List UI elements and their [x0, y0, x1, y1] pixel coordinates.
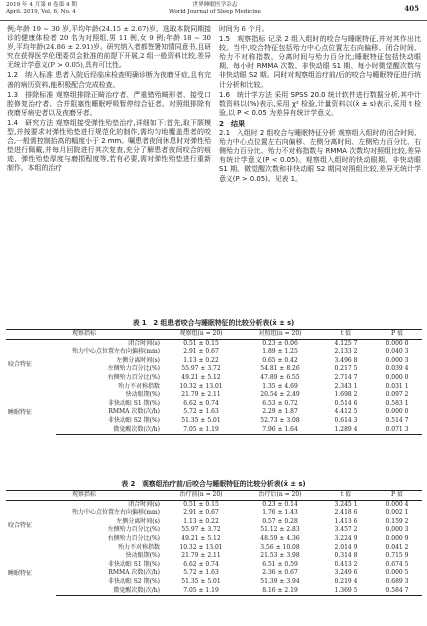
cell: 4.125 7 — [334, 339, 358, 347]
cell: 2.91 ± 0.67 — [183, 509, 219, 517]
row-label: RMMA 次数(次/h) — [108, 569, 160, 577]
cell: 51.12 ± 2.83 — [260, 526, 300, 534]
table-row — [6, 578, 422, 587]
cell: 6.53 ± 0.72 — [262, 399, 298, 407]
row-label: 非快动眼 S2 期(%) — [107, 416, 160, 424]
row-label: 快动眼期(%) — [125, 391, 160, 399]
cell: 21.53 ± 3.98 — [260, 552, 300, 560]
cell: 1.35 ± 4.69 — [262, 382, 298, 390]
table-row — [6, 509, 422, 518]
cell: 55.97 ± 3.72 — [181, 526, 221, 534]
table-row — [6, 552, 422, 561]
cell: 2.133 2 — [334, 348, 358, 356]
cell: 7.05 ± 1.19 — [162, 426, 240, 435]
table-row — [6, 348, 422, 357]
section-text: 采用 SPSS 20.0 统计软件进行数据分析,其中计数资料以(%)表示,采用 χ² 检验,计量资料以(x̄ ± s)表示,采用 t 检验,以 P < 0.05 为差异有统计学意义。 — [219, 90, 421, 117]
cell: 0.689 3 — [385, 577, 409, 585]
cell: 2.014 9 — [334, 543, 358, 551]
table-row — [6, 391, 422, 400]
cell: 0.000 0 — [385, 373, 409, 381]
cell: 0.583 1 — [385, 399, 409, 407]
col-observation: 观察组(n = 20) — [162, 330, 240, 340]
cell: 2.29 ± 1.87 — [262, 408, 298, 416]
col-p: P 值 — [372, 491, 422, 501]
table-row — [6, 383, 422, 392]
row-label: 左侧分离时间(s) — [116, 517, 160, 525]
col-t: t 值 — [320, 491, 372, 501]
section-title: 1.2 纳入标准 — [7, 71, 53, 80]
cell: 48.59 ± 4.36 — [260, 534, 300, 542]
cell: 0.51 ± 0.15 — [183, 339, 219, 347]
cell: 0.031 1 — [385, 382, 409, 390]
cell: 1.89 ± 1.25 — [262, 348, 298, 356]
table1 — [6, 329, 422, 435]
table-row — [6, 400, 422, 409]
cell: 2.343 1 — [334, 382, 358, 390]
cell: 1.289 4 — [320, 426, 372, 435]
cell: 6.62 ± 0.74 — [183, 399, 219, 407]
col-control: 对照组(n = 20) — [240, 330, 320, 340]
section-text: 观察组排除正畸治疗者、严重错殆畸形者、接受口腔修复治疗者、合并阻塞性睡眠呼吸暂停综合征者。对照组排除有夜磨牙病史者以及夜磨牙者。 — [7, 90, 211, 117]
row-label: 闭合时间(s) — [128, 500, 160, 508]
cell: 0.000 0 — [385, 408, 409, 416]
paragraph-continued: 时间为 6 个月。 — [219, 25, 269, 33]
table-row — [6, 500, 422, 509]
section-text: 观察组接受弹性殆垫治疗,详细如下:首先,取下颌模型,并按要求对弹性殆垫进行规范化的制作,需均匀地覆盖患者的咬合,一般需控制抬高的幅度小于 2 mm。嘱患者夜间休息时对弹性殆垫进行佩戴,并每月回院进行其次复查,充分了解患者夜间咬合的痕迹、弹性殆垫厚度与磨损程度等,若有必要,需对弹性殆垫进行重新制作。本组的治疗 — [7, 118, 211, 173]
cell: 2.91 ± 0.67 — [183, 348, 219, 356]
table-row — [6, 535, 422, 544]
table-row — [6, 365, 422, 374]
issue-cn: 2019 年 4 月第 6 卷第 4 期 — [6, 2, 77, 8]
col-before: 治疗前(n = 20) — [162, 491, 240, 501]
table-row — [6, 569, 422, 578]
cell: 0.65 ± 0.42 — [262, 356, 298, 364]
row-label: 殆力不对称指数 — [117, 382, 160, 390]
row-label: 殆力不对称指数 — [117, 543, 160, 551]
cell: 0.000 9 — [385, 534, 409, 542]
table-row — [6, 417, 422, 426]
cell: 1.76 ± 1.43 — [262, 509, 298, 517]
cell: 49.21 ± 5.12 — [181, 373, 221, 381]
cell: 0.514 7 — [385, 416, 409, 424]
row-label: 闭合时间(s) — [128, 339, 160, 347]
cell: 6.62 ± 0.74 — [183, 560, 219, 568]
cell: 10.32 ± 13.01 — [179, 543, 223, 551]
page-number: 405 — [404, 4, 419, 13]
row-label: 殆力中心点位置左右向偏移(mm) — [71, 509, 160, 517]
cell: 0.071 3 — [372, 426, 422, 435]
table-row — [6, 374, 422, 383]
cell: 0.314 8 — [334, 552, 358, 560]
cell: 10.32 ± 13.01 — [179, 382, 223, 390]
cell: 55.97 ± 3.72 — [181, 365, 221, 373]
cell: 1.413 6 — [334, 517, 358, 525]
cell: 20.54 ± 2.49 — [260, 391, 300, 399]
section-2-1 — [219, 129, 421, 184]
cell: 0.039 4 — [385, 365, 409, 373]
row-label: 左侧分离时间(s) — [116, 356, 160, 364]
cell: 1.369 5 — [320, 587, 372, 596]
row-label: 殆力中心点位置左右向偏移(mm) — [71, 348, 160, 356]
cell: 0.674 5 — [385, 560, 409, 568]
col-p: P 值 — [372, 330, 422, 340]
group-label: 咬合特征 — [8, 361, 33, 369]
row-label: 右侧殆力百分比(%) — [107, 534, 160, 542]
cell: 3.496 8 — [334, 356, 358, 364]
section-title: 1.3 排除标准 — [7, 90, 54, 99]
cell: 0.57 ± 0.28 — [262, 517, 298, 525]
col-indicator: 观察指标 — [6, 491, 162, 501]
cell: 0.000 4 — [385, 500, 409, 508]
table-row — [6, 426, 422, 435]
cell: 0.097 2 — [385, 391, 409, 399]
col-after: 治疗后(n = 20) — [240, 491, 320, 501]
cell: 0.614 3 — [334, 416, 358, 424]
cell: 2.36 ± 0.67 — [262, 569, 298, 577]
table-row — [6, 544, 422, 553]
cell: 3.224 9 — [334, 534, 358, 542]
table-row — [6, 408, 422, 417]
cell: 54.81 ± 8.26 — [260, 365, 300, 373]
table-row — [6, 561, 422, 570]
cell: 3.249 6 — [334, 569, 358, 577]
cell: 0.040 3 — [385, 348, 409, 356]
group-label: 睡眠特征 — [8, 569, 33, 577]
table-row — [6, 526, 422, 535]
cell: 0.000 0 — [385, 339, 409, 347]
cell: 4.412 5 — [334, 408, 358, 416]
row-label: RMMA 次数(次/h) — [108, 408, 160, 416]
cell: 6.51 ± 0.59 — [262, 560, 298, 568]
cell: 49.21 ± 5.12 — [181, 534, 221, 542]
section-title: 2.1 入组时 2 组咬合与睡眠特征分析 — [219, 129, 336, 138]
table2 — [6, 490, 422, 596]
section-text: 患者入院后经临床检查明确诊断为夜磨牙症,且有完善的病历资料,能积极配合完成检查。 — [7, 71, 211, 89]
cell: 47.89 ± 6.55 — [260, 373, 300, 381]
table-row — [6, 339, 422, 348]
left-column — [7, 25, 211, 175]
section-1-2 — [7, 71, 211, 89]
section-2-title: 2 结果 — [219, 118, 246, 128]
cell: 3.56 ± 10.08 — [260, 543, 300, 551]
cell: 21.79 ± 2.11 — [181, 552, 221, 560]
right-column — [219, 25, 421, 185]
table-row — [6, 518, 422, 527]
cell: 0.514 6 — [334, 399, 358, 407]
row-label: 左侧殆力百分比(%) — [107, 365, 160, 373]
row-label: 左侧殆力百分比(%) — [107, 526, 160, 534]
cell: 0.23 ± 0.14 — [262, 500, 298, 508]
cell: 0.002 1 — [385, 509, 409, 517]
section-1-6 — [219, 91, 421, 118]
section-title: 1.6 统计学方法 — [219, 90, 273, 99]
cell: 8.16 ± 2.19 — [240, 587, 320, 596]
cell: 0.217 5 — [334, 365, 358, 373]
cell: 52.73 ± 3.08 — [260, 416, 300, 424]
cell: 0.715 9 — [385, 552, 409, 560]
issue-en: April. 2019, Vol. 6, No. 4 — [6, 9, 76, 15]
cell: 2.418 6 — [334, 509, 358, 517]
row-label: 右侧殆力百分比(%) — [107, 373, 160, 381]
cell: 0.041 2 — [385, 543, 409, 551]
journal-name-cn: 世界睡眠医学杂志 — [192, 2, 238, 8]
group-label: 睡眠特征 — [8, 408, 33, 416]
cell: 51.39 ± 3.94 — [260, 577, 300, 585]
cell: 1.13 ± 0.22 — [183, 356, 219, 364]
col-t: t 值 — [320, 330, 372, 340]
table1-caption: 表 1 2 组患者咬合与睡眠特征的比较分析表(x̄ ± s) — [132, 319, 295, 327]
table2-header-row — [6, 491, 422, 501]
row-label: 非快动眼 S1 期(%) — [107, 399, 160, 407]
cell: 2.714 7 — [334, 373, 358, 381]
section-text: 记录 2 组入组时的咬合与睡眠特征,并对其作出比较。当中,咬合特征包括殆力中心点位置左右向偏移、闭合时间、殆力不对称指数、分离时间与殆力百分比;睡眠特征包括快动眼期、每小时 RMMA 次数、非快动眼 S1 期、每小时微觉醒次数与非快动眼 S2 期。同时对观察组治疗前/后的咬合与睡眠特征进行统计分析和比较。 — [219, 35, 421, 89]
cell: 3.245 1 — [334, 500, 358, 508]
cell: 1.13 ± 0.22 — [183, 517, 219, 525]
cell: 5.72 ± 1.63 — [183, 569, 219, 577]
cell: 0.413 2 — [334, 560, 358, 568]
cell: 51.35 ± 5.01 — [181, 416, 221, 424]
cell: 7.96 ± 1.64 — [240, 426, 320, 435]
row-label: 非快动眼 S1 期(%) — [107, 560, 160, 568]
cell: 0.159 2 — [385, 517, 409, 525]
section-title: 1.4 研究方法 — [7, 118, 54, 127]
section-1-4 — [7, 119, 211, 174]
section-1-3 — [7, 91, 211, 118]
cell: 0.219 4 — [334, 577, 358, 585]
running-header — [0, 0, 427, 21]
cell: 51.35 ± 5.01 — [181, 577, 221, 585]
cell: 0.000 3 — [385, 526, 409, 534]
journal-issue — [6, 2, 77, 16]
cell: 21.79 ± 2.11 — [181, 391, 221, 399]
group-label: 咬合特征 — [8, 522, 33, 530]
table1-header-row — [6, 330, 422, 340]
section-1-5 — [219, 35, 421, 90]
row-label: 微觉醒次数(次/h) — [56, 587, 162, 596]
cell: 0.51 ± 0.15 — [183, 500, 219, 508]
table2-caption: 表 2 观察组治疗前/后咬合与睡眠特征的比较分析表(x̄ ± s) — [121, 480, 306, 488]
journal-name — [150, 2, 280, 16]
cell: 0.000 3 — [385, 356, 409, 364]
table-row — [6, 357, 422, 366]
row-label: 非快动眼 S2 期(%) — [107, 577, 160, 585]
cell: 7.05 ± 1.19 — [162, 587, 240, 596]
cell: 0.23 ± 0.06 — [262, 339, 298, 347]
row-label: 微觉醒次数(次/h) — [56, 426, 162, 435]
section-title: 1.5 观察指标 — [219, 35, 266, 44]
cell: 1.698 2 — [334, 391, 358, 399]
row-label: 快动眼期(%) — [125, 552, 160, 560]
cell: 0.000 5 — [385, 569, 409, 577]
cell: 5.72 ± 1.63 — [183, 408, 219, 416]
table-row — [6, 587, 422, 596]
paragraph-subjects: 例;年龄 19 ~ 30 岁,平均年龄(24.15 ± 2.67)岁。选取本院同期接诊的健康体检者 20 名为对照组,男 11 例,女 9 例;年龄 18 ~ 30 岁,平均年龄(24.86 ± 2.91)岁。研究纳入者都签署知情同意书,且研究在获得医学伦理委员会批准的前提下开展,2 组一般资料比较,差异无统计学意义(P > 0.05),具有可比性。 — [7, 25, 211, 70]
journal-name-en: World Journal of Sleep Medicine — [168, 9, 261, 15]
col-indicator: 观察指标 — [6, 330, 162, 340]
cell: 0.584 7 — [372, 587, 422, 596]
cell: 3.457 2 — [334, 526, 358, 534]
section-text: 观察组入组时的闭合时间、殆力中心点位置左右向偏移、左侧分离时间、左侧殆力百分比、右侧殆力百分比、殆力不对称指数与 RMMA 次数均对照组比较,差异有统计学意义(P < 0.05)。观察组入组时的快动眼期、非快动眼 S1 期、微觉醒次数和非快动眼 S2 期同对照组比较,差异无统计学意义(P > 0.05)。见表 1。 — [219, 129, 421, 183]
